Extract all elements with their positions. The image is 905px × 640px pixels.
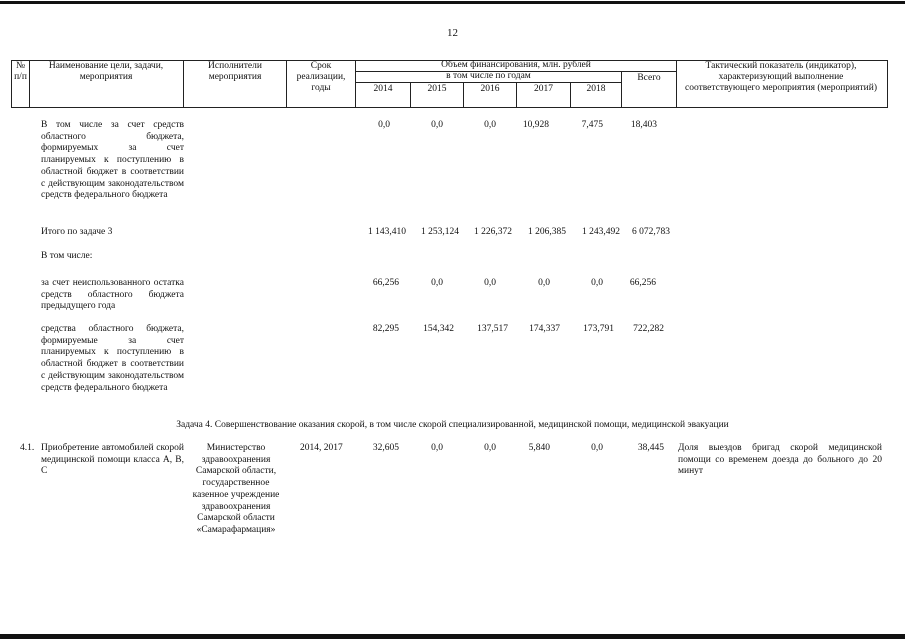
item-executor: Министерство здравоохранения Самарской области, государственное казенное учреждение здравоохранения Самарской области «Самарафармация» (192, 443, 280, 535)
row-name: Итого по задаче 3 (41, 227, 113, 237)
header-name: Наименование цели, задачи, мероприятия (48, 61, 164, 82)
row-value: 173,791 (583, 324, 614, 334)
item-indicator: Доля выездов бригад скорой медицинской помощи со временем доезда до больного до 20 минут (678, 443, 882, 477)
row-value: 0,0 (431, 120, 443, 130)
row-value: 66,256 (629, 278, 656, 288)
row-value: 82,295 (372, 324, 399, 334)
row-value: 66,256 (372, 278, 399, 288)
item-name: Приобретение автомобилей скорой медицинской помощи класса А, В, С (41, 443, 184, 477)
item-num: 4.1. (20, 443, 35, 453)
row-name: средства областного бюджета, формируемые за счет планируемых к поступлению в областной бюджет в соответствии с действующим законодательством средств федерального бюджета (41, 324, 184, 393)
task-heading: Задача 4. Совершенствование оказания скорой, в том числе скорой специализированной, медицинской помощи, медицинской эвакуации (176, 420, 729, 430)
row-value: 1 143,410 (368, 227, 406, 237)
header-year: 2018 (586, 84, 606, 94)
header-financing: Объем финансирования, млн. рублей (441, 60, 591, 70)
row-value: 1 226,372 (474, 227, 512, 237)
item-value: 0,0 (591, 443, 603, 453)
header-period: Срок реализации, годы (296, 61, 346, 93)
header-total: Всего (637, 73, 661, 83)
page-number: 12 (447, 27, 458, 39)
row-value: 10,928 (522, 120, 549, 130)
header-year: 2017 (534, 84, 553, 94)
header-year: 2014 (373, 84, 393, 94)
row-value: 137,517 (477, 324, 508, 334)
row-value: 0,0 (591, 278, 603, 288)
item-value: 0,0 (484, 443, 496, 453)
item-value: 0,0 (431, 443, 443, 453)
item-value: 5,840 (528, 443, 550, 453)
header-executors: Исполнители мероприятия (208, 61, 262, 82)
table-header (11, 60, 888, 108)
top-rule (0, 1, 905, 4)
item-period: 2014, 2017 (300, 443, 343, 453)
row-value: 7,475 (581, 120, 603, 130)
row-value: 1 243,492 (582, 227, 620, 237)
header-year: 2016 (480, 84, 500, 94)
bottom-rule (0, 634, 905, 639)
row-name: за счет неиспользованного остатка средств областного бюджета предыдущего года (41, 278, 184, 312)
header-indicator: Тактический показатель (индикатор), характеризующий выполнение соответствующего мероприятия (мероприятий) (684, 61, 877, 93)
row-name: В том числе за счет средств областного бюджета, формируемых за счет планируемых к поступлению в областной бюджет в соответствии с действующим законодательством средств федерального бюджета (41, 120, 184, 201)
row-value: 6 072,783 (632, 227, 670, 237)
item-value: 38,445 (637, 443, 664, 453)
row-value: 18,403 (630, 120, 657, 130)
row-name: В том числе: (41, 251, 93, 261)
row-value: 0,0 (431, 278, 443, 288)
row-value: 0,0 (484, 120, 496, 130)
row-value: 0,0 (378, 120, 390, 130)
row-value: 1 206,385 (528, 227, 566, 237)
header-year: 2015 (427, 84, 447, 94)
header-num: № п/п (14, 61, 27, 82)
row-value: 174,337 (529, 324, 560, 334)
row-value: 722,282 (633, 324, 664, 334)
row-value: 1 253,124 (421, 227, 459, 237)
header-by-years: в том числе по годам (446, 71, 531, 81)
row-value: 154,342 (423, 324, 454, 334)
item-value: 32,605 (372, 443, 399, 453)
row-value: 0,0 (538, 278, 550, 288)
row-value: 0,0 (484, 278, 496, 288)
